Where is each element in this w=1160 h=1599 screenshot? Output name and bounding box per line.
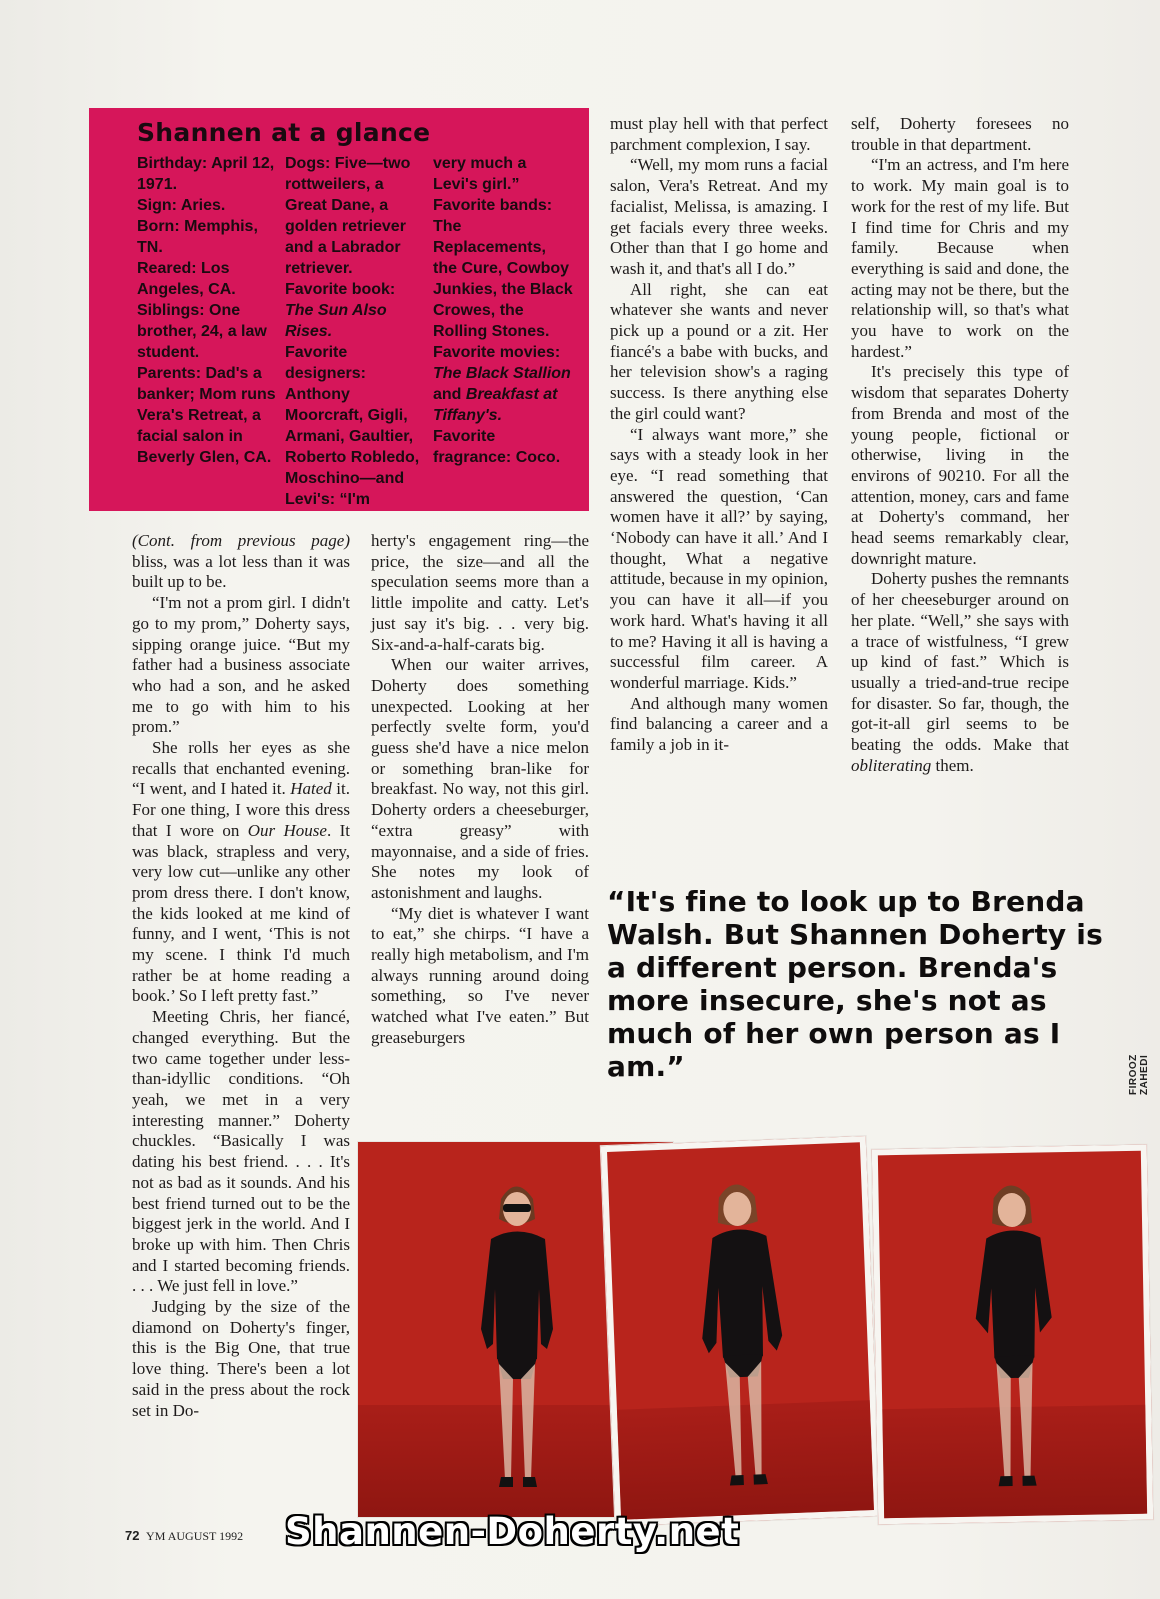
paragraph: It's precisely this type of wisdom that separates Doherty from Brenda and most of the young people, fictional or otherwise, living in the environs of 90210. For all the attention, money, cars and fame at Doherty's command, her head seems remarkably clear, downright mature.	[851, 362, 1069, 568]
paragraph: “I always want more,” she says with a steady look in her eye. “I read something that answered the question, ‘Can women have it all?’ by saying, ‘Nobody can have it all.’ And I thought, What a negative attitude, because in my opinion, you can have it all—if you work hard. What's having it all to me? Having it all is having a successful film career. A wonderful marriage. Kids.”	[610, 424, 828, 692]
fact-siblings: Siblings: One brother, 24, a law student.	[137, 302, 267, 361]
paragraph: And although many women find balancing a career and a family a job in it-	[610, 693, 828, 755]
paragraph: When our waiter arrives, Doherty does something unexpected. Looking at her perfectly svelte form, you'd guess she'd have a nice melon or something bran-like for breakfast. No way, not this girl. Doherty orders a cheeseburger, “extra greasy” with mayonnaise, and a side of fries. She notes my look of astonishment and laughs.	[371, 655, 589, 902]
fact-fragrance: Favorite fragrance: Coco.	[433, 428, 561, 466]
text-column-1	[132, 531, 350, 1421]
fact-birthday: Birthday: April 12, 1971.	[137, 155, 275, 193]
paragraph: “I'm not a prom girl. I didn't go to my prom,” Doherty says, sipping orange juice. “But my father had a business associate who had a son, and he asked me to go with him to his prom.”	[132, 593, 350, 737]
paragraph-text: . It was black, strapless and very, very low cut—unlike any other prom dress there. I don't know, the kids looked at me kind of funny, and I went, ‘This is not my scene. I think I'd much rather be at home reading a book.’ So I left pretty fast.”	[132, 820, 350, 1006]
paragraph: self, Doherty foresees no trouble in that department.	[851, 114, 1069, 154]
fact-dogs: Dogs: Five—two rottweilers, a Great Dane, a golden retriever and a Labrador retriever.	[285, 155, 411, 277]
text-column-4	[851, 114, 1069, 777]
paragraph: All right, she can eat whatever she wants and never pick up a pound or a zit. Her fiancé's a babe with bucks, and her television show's a raging success. Is there anything else the girl could want?	[610, 279, 828, 423]
paragraph: “My diet is whatever I want to eat,” she chirps. “I have a really high metabolism, and I'm always running around doing something, so I've never watched what I've eaten.” But greaseburgers	[371, 903, 589, 1047]
pull-quote: “It's fine to look up to Brenda Walsh. But Shannen Doherty is a different person. Brenda's more insecure, she's not as much of her own person as I am.”	[607, 885, 1103, 1083]
woman-figure-icon	[679, 1165, 802, 1499]
photo-credit: FIROOZ ZAHEDI	[1128, 1054, 1150, 1095]
emphasis: Hated	[290, 779, 332, 799]
photo-hands-behind	[872, 1145, 1154, 1525]
paragraph: herty's engagement ring—the price, the size—and all the speculation seems more than a little impolite and catty. Let's just say it's big. . . very big. Six-and-a-half-carats big.	[371, 531, 589, 654]
text-column-2	[371, 531, 589, 1049]
woman-figure-icon	[955, 1167, 1071, 1499]
paragraph-text: bliss, was a lot less than it was built up to be.	[132, 551, 350, 592]
fact-movies	[433, 342, 573, 426]
photo-arms-at-sides	[601, 1136, 880, 1526]
book-label: Favorite book:	[285, 281, 396, 298]
fact-sign: Sign: Aries.	[137, 197, 226, 214]
continued-note: (Cont. from previous page)	[132, 531, 350, 550]
show-title: Our House	[247, 820, 327, 840]
sidebar-title: Shannen at a glance	[137, 118, 431, 147]
sidebar-column-2	[285, 153, 425, 510]
woman-figure-icon	[461, 1169, 571, 1499]
paragraph: “Well, my mom runs a facial salon, Vera's Retreat. And my facialist, Melissa, is amazing. I get facials every three weeks. Other than that I go home and wash it, and that's all I do.”	[610, 155, 828, 278]
paragraph: “I'm an actress, and I'm here to work. My main goal is to work for the rest of my life. But I find time for Chris and my family. Because when everything is said and done, the acting may not be there, but the relationship will, so that's what you have to work on the hardest.”	[851, 155, 1069, 361]
sidebar-column-1	[137, 153, 277, 510]
magazine-issue: YM AUGUST 1992	[146, 1529, 244, 1543]
page-folio	[125, 1528, 243, 1544]
paragraph	[132, 738, 350, 1007]
text-column-3	[610, 114, 828, 756]
movies-and: and	[433, 386, 466, 403]
fact-designers: Favorite designers: Anthony Moorcraft, Gigli, Armani, Gaultier, Roberto Robledo, Moschino—and Levi's: “I'm	[285, 344, 420, 508]
paragraph: Meeting Chris, her fiancé, changed everything. But the two came together under less-than-idyllic conditions. “Oh yeah, we met in a very interesting manner.” Doherty chuckles. “Basically I was dating his best friend. . . . It's not as bad as it sounds. And his best friend turned out to be the biggest jerk in the world. And I broke up with him. Then Chris and I started becoming friends. . . . We just fell in love.”	[132, 1007, 350, 1296]
emphasis: obliterating	[851, 755, 932, 775]
at-a-glance-box	[89, 108, 589, 511]
paragraph	[132, 531, 350, 593]
paragraph: must play hell with that perfect parchment complexion, I say.	[610, 114, 828, 154]
book-title: The Sun Also Rises.	[285, 302, 387, 340]
fact-reared: Reared: Los Angeles, CA.	[137, 260, 236, 298]
fact-parents: Parents: Dad's a banker; Mom runs Vera's Retreat, a facial salon in Beverly Glen, CA.	[137, 365, 276, 466]
fact-born: Born: Memphis, TN.	[137, 218, 258, 256]
fact-levis: very much a Levi's girl.”	[433, 155, 527, 193]
movie-1: The Black Stallion	[433, 365, 571, 382]
paragraph-text: Doherty pushes the remnants of her cheeseburger around on her plate. “Well,” she says with a trace of wistfulness, “I grew up kind of fast.” Which is usually a tried-and-true recipe for disaster. So far, though, the got-it-all girl seems to be beating the odds. Make that	[851, 569, 1069, 755]
site-watermark: Shannen-Doherty.net	[285, 1510, 740, 1553]
paragraph-text: them.	[931, 755, 974, 775]
paragraph: Judging by the size of the diamond on Doherty's finger, this is the Big One, that true love thing. There's been a lot said in the press about the rock set in Do-	[132, 1297, 350, 1420]
fact-book	[285, 279, 425, 342]
paragraph-text: She rolls her eyes as she recalls that enchanted evening. “I went, and I hated it.	[132, 738, 350, 799]
fact-bands: Favorite bands: The Replacements, the Cure, Cowboy Junkies, the Black Crowes, the Rolling Stones.	[433, 197, 573, 340]
sidebar-column-3	[433, 153, 573, 510]
movies-label: Favorite movies:	[433, 344, 561, 361]
movie-2: Breakfast at Tiffany's.	[433, 386, 558, 424]
page-number: 72	[125, 1528, 140, 1543]
paragraph-text: it. For one thing, I wore this dress that I wore on	[132, 779, 350, 840]
paragraph	[851, 569, 1069, 776]
